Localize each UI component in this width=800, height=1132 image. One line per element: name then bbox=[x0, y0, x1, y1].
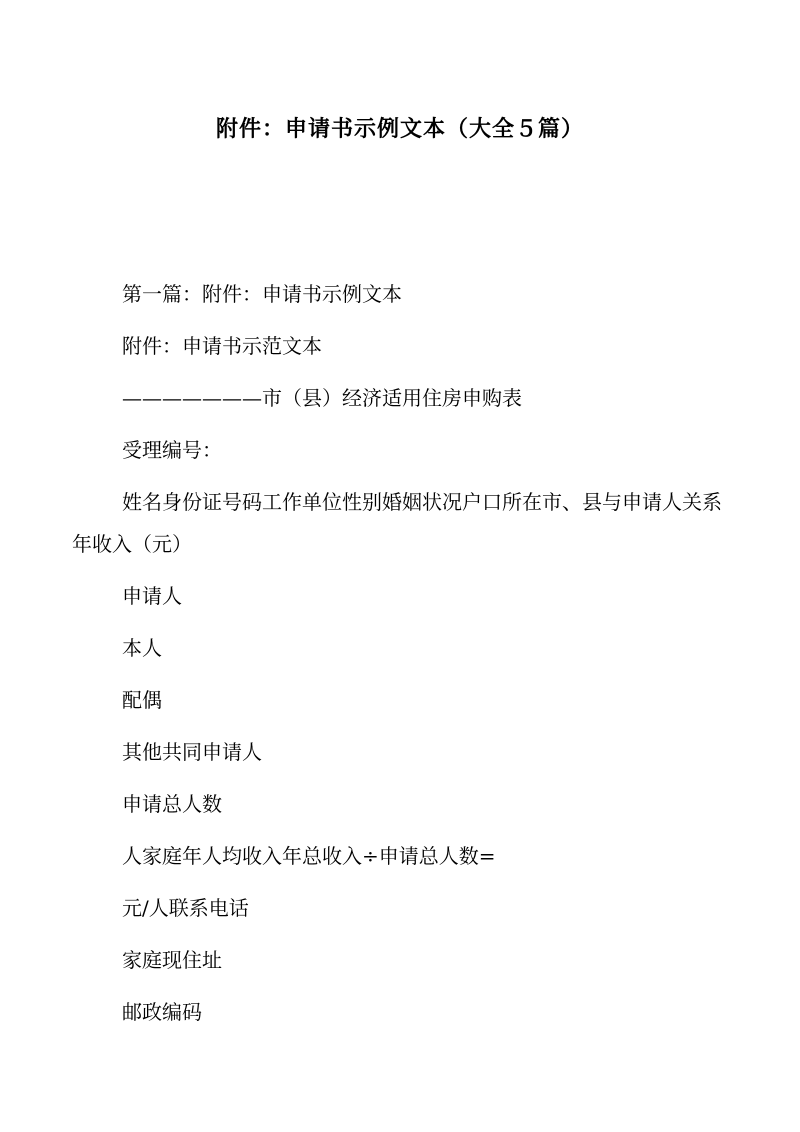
paragraph: 邮政编码 bbox=[122, 1000, 202, 1024]
paragraph: 家庭现住址 bbox=[122, 948, 222, 972]
paragraph: 姓名身份证号码工作单位性别婚姻状况户口所在市、县与申请人关系年收入（元） bbox=[72, 490, 722, 556]
paragraph: 受理编号： bbox=[122, 438, 222, 462]
paragraph: 申请人 bbox=[122, 584, 182, 608]
paragraph: 其他共同申请人 bbox=[122, 740, 262, 764]
paragraph: 申请总人数 bbox=[122, 792, 222, 816]
paragraph: 附件：申请书示范文本 bbox=[122, 334, 322, 358]
paragraph: 本人 bbox=[122, 636, 162, 660]
document-body bbox=[72, 268, 732, 1038]
paragraph: 配偶 bbox=[122, 688, 162, 712]
paragraph: 第一篇：附件：申请书示例文本 bbox=[122, 282, 402, 306]
paragraph: ———————市（县）经济适用住房申购表 bbox=[122, 386, 522, 410]
paragraph: 人家庭年人均收入年总收入÷申请总人数= bbox=[122, 844, 496, 868]
paragraph: 元/人联系电话 bbox=[122, 896, 249, 920]
document-title: 附件：申请书示例文本（大全５篇） bbox=[215, 117, 584, 142]
